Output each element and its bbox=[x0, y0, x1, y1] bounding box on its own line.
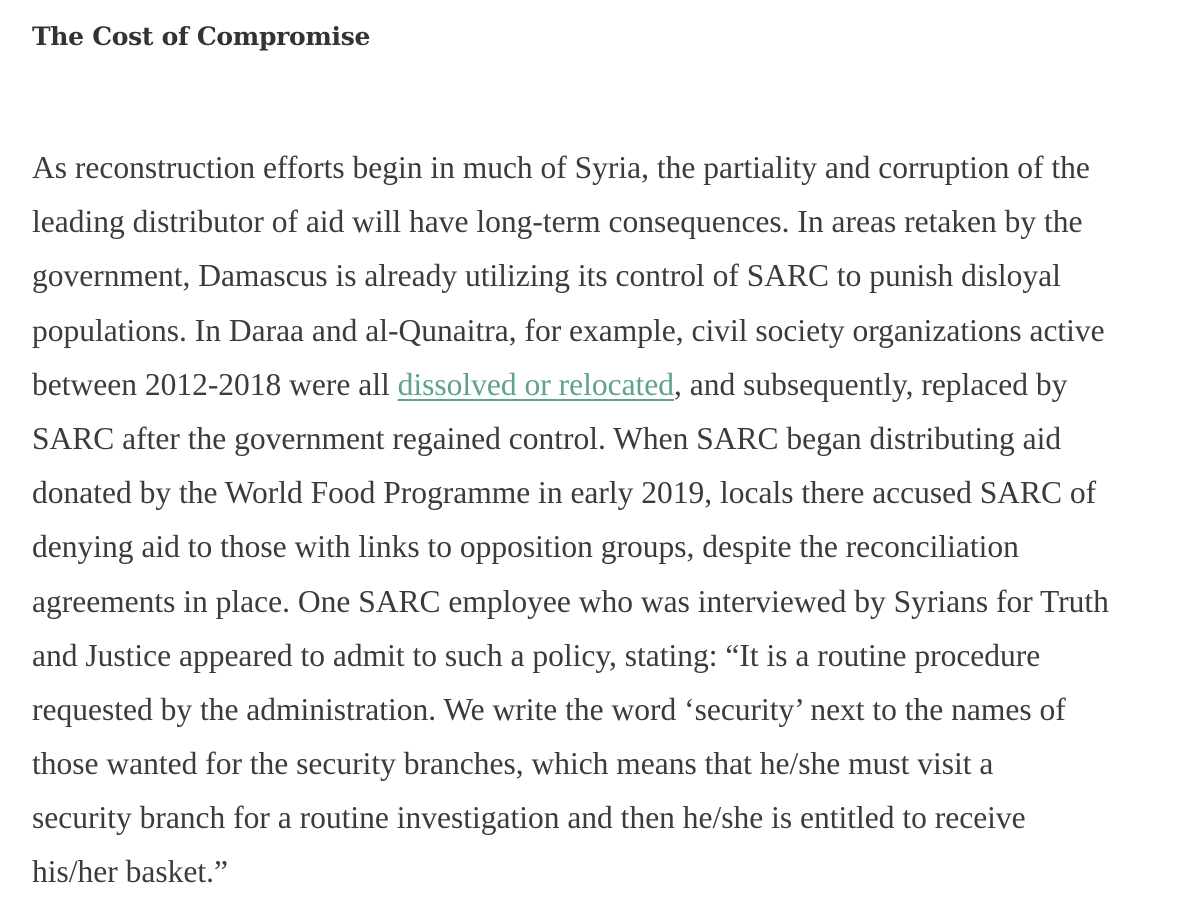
paragraph-text: , and subsequently, replaced by bbox=[674, 366, 1068, 402]
paragraph-line: security branch for a routine investigation and then he/she is entitled to receive bbox=[32, 800, 1026, 836]
paragraph-line: agreements in place. One SARC employee who was interviewed by Syrians for Truth bbox=[32, 583, 1109, 619]
section-heading: The Cost of Compromise bbox=[32, 22, 371, 51]
paragraph-line: SARC after the government regained control. When SARC began distributing aid bbox=[32, 420, 1062, 456]
paragraph-line-with-link bbox=[32, 358, 1182, 412]
paragraph-line: denying aid to those with links to opposition groups, despite the reconciliation bbox=[32, 529, 1019, 565]
paragraph-line: donated by the World Food Programme in early 2019, locals there accused SARC of bbox=[32, 475, 1097, 511]
paragraph-line: government, Damascus is already utilizing its control of SARC to punish disloyal bbox=[32, 258, 1061, 294]
paragraph-line: As reconstruction efforts begin in much of Syria, the partiality and corruption of the bbox=[32, 150, 1090, 185]
dissolved-or-relocated-link[interactable]: dissolved or relocated bbox=[397, 366, 675, 402]
paragraph-line: those wanted for the security branches, which means that he/she must visit a bbox=[32, 746, 994, 782]
article-paragraph bbox=[32, 141, 1182, 900]
paragraph-line: leading distributor of aid will have long-term consequences. In areas retaken by the bbox=[32, 204, 1083, 240]
paragraph-line: and Justice appeared to admit to such a policy, stating: “It is a routine procedure bbox=[32, 637, 1041, 673]
paragraph-line: requested by the administration. We write the word ‘security’ next to the names of bbox=[32, 691, 1066, 727]
paragraph-text: between 2012-2018 were all bbox=[32, 366, 398, 402]
paragraph-line: populations. In Daraa and al-Qunaitra, for example, civil society organizations active bbox=[32, 312, 1105, 348]
paragraph-line: his/her basket.” bbox=[32, 854, 228, 890]
